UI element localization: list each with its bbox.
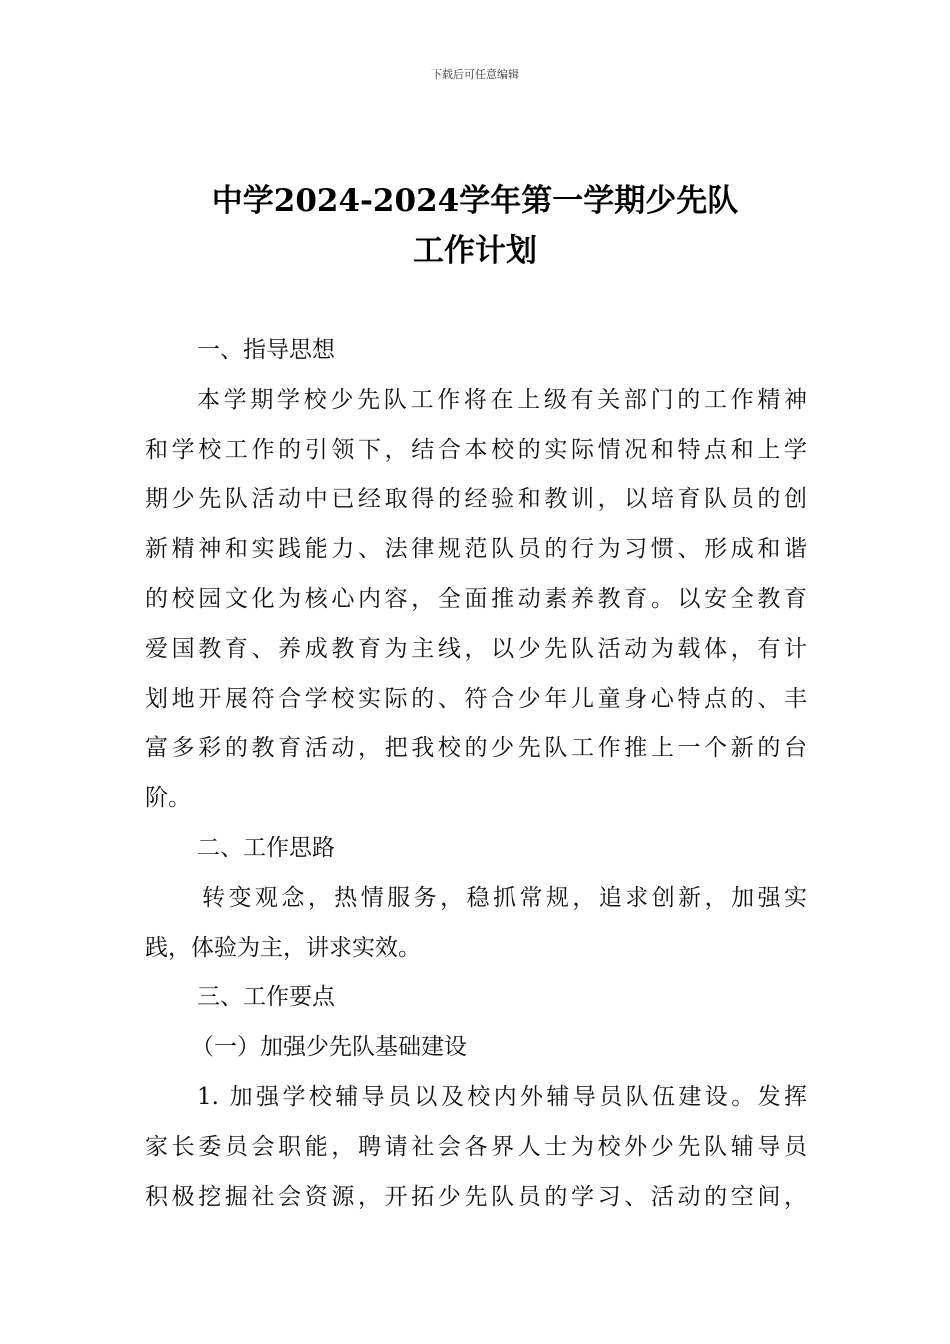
paragraph-line: 新精神和实践能力、法律规范队员的行为习惯、形成和谐 xyxy=(145,536,807,563)
document-body xyxy=(145,326,807,1222)
paragraph-line: 转变观念，热情服务，稳抓常规，追求创新，加强实 xyxy=(202,884,807,911)
section-heading-work-approach: 二、工作思路 xyxy=(197,834,335,861)
paragraph-line: 和学校工作的引领下，结合本校的实际情况和特点和上学 xyxy=(145,436,807,463)
header-note: 下载后可任意编辑 xyxy=(431,68,519,81)
paragraph-line: 富多彩的教育活动，把我校的少先队工作推上一个新的台 xyxy=(145,735,807,762)
title-line-2: 工作计划 xyxy=(413,233,537,269)
paragraph-line: 家长委员会职能，聘请社会各界人士为校外少先队辅导员 xyxy=(145,1133,807,1160)
document-title xyxy=(0,176,950,276)
paragraph-line: 期少先队活动中已经取得的经验和教训，以培育队员的创 xyxy=(145,486,807,513)
paragraph-line: 本学期学校少先队工作将在上级有关部门的工作精神 xyxy=(197,386,807,413)
section-heading-guiding-thought: 一、指导思想 xyxy=(197,337,335,363)
subsection-heading: （一）加强少先队基础建设 xyxy=(191,1034,467,1061)
paragraph-line: 阶。 xyxy=(145,785,191,812)
paragraph-line: 的校园文化为核心内容，全面推动素养教育。以安全教育 xyxy=(145,585,807,612)
title-line-1: 中学2024-2024学年第一学期少先队 xyxy=(211,183,739,219)
paragraph-line: 积极挖掘社会资源，开拓少先队员的学习、活动的空间， xyxy=(145,1183,807,1210)
paragraph-line: 划地开展符合学校实际的、符合少年儿童身心特点的、丰 xyxy=(145,685,807,712)
section-heading-work-points: 三、工作要点 xyxy=(197,984,335,1011)
paragraph-line: 爱国教育、养成教育为主线，以少先队活动为载体，有计 xyxy=(145,635,807,662)
paragraph-line: 践，体验为主，讲求实效。 xyxy=(145,934,421,961)
paragraph-line: 1. 加强学校辅导员以及校内外辅导员队伍建设。发挥 xyxy=(197,1083,807,1110)
